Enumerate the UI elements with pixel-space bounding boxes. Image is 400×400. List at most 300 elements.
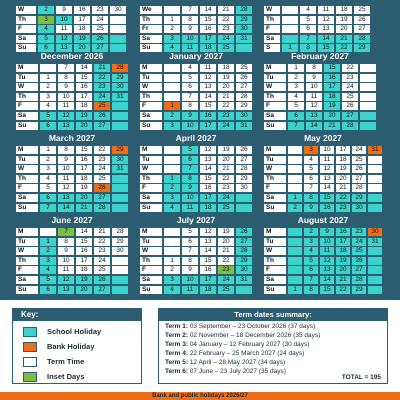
day-cell: 6 [182,83,198,91]
day-cell: 21 [324,122,340,130]
term-line-5 [165,358,285,367]
day-cell: 16 [76,156,92,164]
day-cell: 31 [236,35,252,43]
weekday-row [264,35,370,44]
day-cell: 22 [94,146,110,154]
weekday-label: W [264,165,286,173]
day-cell: 21 [336,35,352,43]
school-holiday-swatch [23,327,37,337]
day-cell: 4 [40,102,56,110]
day-cell: 11 [182,204,198,212]
day-cell: 6 [40,286,56,294]
day-cell: 26 [92,35,108,43]
footer-text: Bank and public holidays 2026/27 [152,393,248,399]
weekday-label: Su [264,204,286,212]
weekday-row [16,194,128,203]
weekday-label: Tu [264,74,286,82]
day-cell [40,64,56,72]
weekday-label: Tu [140,74,162,82]
day-cell [288,266,302,274]
weekday-label: Tu [264,156,286,164]
day-cell: 4 [40,266,56,274]
weekday-label: M [16,146,38,154]
day-cell: 16 [74,6,90,14]
day-cell: 2 [288,74,304,82]
weekday-label: Tu [264,238,286,246]
weekday-label: Su [16,286,38,294]
weekday-label: M [16,228,38,236]
weekday-label: Sa [264,112,286,120]
day-cell: 31 [112,93,128,101]
day-cell: 22 [336,286,350,294]
day-cell: 2 [164,112,180,120]
day-cell [112,204,128,212]
month-title: April 2027 [175,133,217,143]
day-cell: 16 [200,266,216,274]
weekday-row [16,165,128,174]
day-cell: 3 [164,276,180,284]
day-cell: 14 [306,122,322,130]
day-cell: 18 [76,266,92,274]
day-cell: 26 [236,146,252,154]
day-cell: 27 [236,238,252,246]
day-cell: 25 [218,44,234,52]
day-cell: 27 [342,112,358,120]
weekday-label: Su [16,44,36,52]
term-name: Term 4: [165,350,188,357]
day-cell: 28 [112,64,128,72]
day-cell: 11 [306,93,322,101]
weekday-row [140,165,252,174]
day-cell: 12 [320,165,334,173]
day-cell: 13 [306,112,322,120]
day-cell: 8 [58,74,74,82]
day-cell: 1 [40,238,56,246]
term-line-3 [165,340,309,349]
day-cell: 6 [182,156,198,164]
weekday-label: F [140,102,162,110]
day-cell: 8 [182,102,198,110]
day-cell: 4 [164,44,180,52]
weekday-label: Th [140,16,162,24]
day-cell [368,286,382,294]
weekday-row [140,102,252,111]
day-cell: 29 [236,102,252,110]
day-cell: 29 [236,16,252,24]
weekday-label: F [140,184,162,192]
day-cell: 11 [58,266,74,274]
weekday-row [16,25,126,34]
day-cell: 5 [40,276,56,284]
day-cell: 28 [354,35,370,43]
day-cell: 4 [304,247,318,255]
day-cell: 6 [304,175,318,183]
day-cell: 9 [304,204,318,212]
weekday-row [16,112,128,121]
day-cell: 16 [200,184,216,192]
day-cell: 23 [336,204,350,212]
day-cell: 19 [76,276,92,284]
weekday-label: M [264,228,286,236]
weekday-row [140,146,252,155]
month-title: March 2027 [48,133,96,143]
day-cell: 15 [200,102,216,110]
day-cell: 21 [218,93,234,101]
key-title: Key: [13,309,141,321]
day-cell: 14 [58,204,74,212]
day-cell: 31 [368,146,382,154]
day-cell: 18 [336,6,352,14]
day-cell: 25 [218,286,234,294]
day-cell: 18 [200,44,216,52]
day-cell: 3 [38,16,54,24]
term-dates: 07 June – 23 July 2027 (35 days) [189,368,286,375]
day-cell: 12 [200,146,216,154]
weekday-label: W [140,165,162,173]
day-cell: 11 [320,247,334,255]
day-cell: 5 [182,146,198,154]
day-cell: 13 [200,83,216,91]
day-cell: 19 [218,146,234,154]
day-cell: 17 [324,83,340,91]
weekday-label: Sa [16,276,38,284]
day-cell: 20 [336,266,350,274]
day-cell: 25 [94,175,110,183]
day-cell: 18 [324,93,340,101]
weekday-row [16,238,128,247]
day-cell: 7 [300,35,316,43]
day-cell: 1 [288,64,304,72]
day-cell: 26 [94,276,110,284]
day-cell [368,257,382,265]
day-cell: 1 [40,74,56,82]
term-dates: 04 January – 12 February 2027 (30 days) [189,341,310,348]
weekday-label: F [16,102,38,110]
day-cell: 30 [368,228,382,236]
day-cell: 5 [304,257,318,265]
day-cell: 26 [236,228,252,236]
day-cell [360,93,376,101]
day-cell: 24 [92,16,108,24]
day-cell [112,286,128,294]
day-cell: 27 [94,194,110,202]
day-cell: 29 [352,286,366,294]
day-cell: 10 [182,122,198,130]
day-cell [368,194,382,202]
weekday-row [16,64,128,73]
day-cell [164,146,180,154]
day-cell: 23 [352,228,366,236]
weekday-row [264,238,382,247]
day-cell: 17 [74,16,90,24]
day-cell: 20 [76,122,92,130]
day-cell: 10 [182,194,198,202]
day-cell: 3 [40,165,56,173]
weekday-row [16,35,126,44]
day-cell: 9 [58,247,74,255]
weekday-label: Tu [140,238,162,246]
day-cell: 11 [182,286,198,294]
weekday-label: Su [264,122,286,130]
weekday-row [16,74,128,83]
day-cell: 23 [94,156,110,164]
day-cell: 12 [306,102,322,110]
weekday-label: Sa [264,35,280,43]
weekday-label: Tu [140,156,162,164]
day-cell: 27 [94,122,110,130]
day-cell: 25 [236,64,252,72]
day-cell: 8 [182,16,198,24]
day-cell: 12 [200,74,216,82]
day-cell [360,74,376,82]
day-cell: 26 [94,184,110,192]
day-cell: 17 [200,194,216,202]
day-cell: 22 [94,238,110,246]
weekday-row [16,228,128,237]
day-cell: 25 [342,93,358,101]
day-cell [112,257,128,265]
day-cell: 2 [40,83,56,91]
weekday-label: Th [264,93,286,101]
day-cell [288,146,302,154]
day-cell: 28 [352,276,366,284]
day-cell: 22 [218,102,234,110]
day-cell: 15 [76,74,92,82]
day-cell [164,74,180,82]
day-cell: 27 [236,83,252,91]
month-title: May 2027 [304,133,342,143]
month-title: June 2027 [51,215,93,225]
term-name: Term 3: [165,341,188,348]
day-cell: 31 [368,238,382,246]
weekday-row [264,184,382,193]
day-cell: 22 [342,64,358,72]
day-cell: 28 [236,93,252,101]
day-cell [110,25,126,33]
day-cell: 19 [336,165,350,173]
day-cell: 9 [56,6,72,14]
day-cell: 5 [40,112,56,120]
day-cell: 9 [306,74,322,82]
weekday-row [140,286,252,295]
day-cell: 30 [236,184,252,192]
day-cell: 28 [236,247,252,255]
day-cell: 5 [40,184,56,192]
weekday-label: W [264,247,286,255]
day-cell: 21 [218,6,234,14]
day-cell: 31 [236,122,252,130]
day-cell [112,122,128,130]
day-cell [282,35,298,43]
day-cell: 4 [164,204,180,212]
day-cell: 14 [200,6,216,14]
day-cell [360,122,376,130]
day-cell: 2 [40,156,56,164]
weekday-row [140,64,252,73]
day-cell: 10 [182,276,198,284]
day-cell: 9 [320,228,334,236]
weekday-label: Sa [140,194,162,202]
day-cell: 8 [304,194,318,202]
day-cell: 7 [304,276,318,284]
day-cell: 7 [182,6,198,14]
weekday-row [264,266,382,275]
day-cell: 10 [58,257,74,265]
day-cell: 20 [218,156,234,164]
month-title: January 2027 [169,51,223,61]
weekday-label: F [264,25,280,33]
weekday-row [264,146,382,155]
day-cell: 20 [76,194,92,202]
weekday-label: M [16,64,38,72]
day-cell: 12 [318,16,334,24]
day-cell: 24 [218,194,234,202]
weekday-row [140,276,252,285]
weekday-label: Th [264,16,280,24]
weekday-label: W [140,83,162,91]
day-cell [368,266,382,274]
weekday-label: Sa [264,194,286,202]
term-dates: 22 February – 25 March 2027 (24 days) [189,350,305,357]
weekday-row [264,16,370,25]
day-cell: 7 [58,228,74,236]
day-cell: 30 [236,112,252,120]
weekday-row [140,266,252,275]
day-cell: 5 [38,35,54,43]
day-cell: 27 [94,286,110,294]
day-cell: 6 [182,238,198,246]
day-cell: 16 [324,74,340,82]
day-cell: 29 [112,238,128,246]
weekday-row [140,238,252,247]
weekday-row [140,83,252,92]
day-cell: 18 [336,156,350,164]
weekday-row [140,247,252,256]
day-cell [288,247,302,255]
day-cell: 2 [164,25,180,33]
weekday-label: Sa [16,194,38,202]
day-cell: 7 [182,93,198,101]
weekday-label: Su [264,286,286,294]
weekday-label: Th [264,257,286,265]
day-cell: 20 [336,25,352,33]
key-panel [12,308,142,384]
term-name: Term 5: [165,359,188,366]
day-cell: 29 [352,194,366,202]
weekday-row [264,156,382,165]
day-cell [236,204,252,212]
day-cell: 25 [354,6,370,14]
day-cell: 11 [58,175,74,183]
day-cell: 17 [336,146,350,154]
day-cell: 19 [76,112,92,120]
weekday-label: W [264,83,286,91]
day-cell: 23 [94,83,110,91]
day-cell: 28 [342,122,358,130]
day-cell: 30 [110,6,126,14]
day-cell [112,112,128,120]
weekday-row [264,165,382,174]
weekday-row [16,276,128,285]
weekday-row [264,93,376,102]
day-cell: 7 [182,247,198,255]
weekday-label: Tu [16,238,38,246]
weekday-row [264,64,376,73]
day-cell: 4 [288,93,304,101]
day-cell [288,175,302,183]
day-cell: 15 [320,286,334,294]
weekday-row [16,83,128,92]
day-cell: 14 [200,165,216,173]
day-cell: 11 [58,102,74,110]
day-cell: 23 [218,184,234,192]
day-cell: 20 [74,44,90,52]
weekday-label: Sa [140,35,162,43]
day-cell: 4 [38,25,54,33]
day-cell: 19 [76,184,92,192]
key-label: Inset Days [47,372,85,381]
day-cell: 14 [200,247,216,255]
weekday-label: M [264,64,286,72]
weekday-label: F [264,266,286,274]
day-cell: 4 [182,64,198,72]
term-dates-summary [158,308,388,384]
day-cell: 12 [58,184,74,192]
day-cell: 4 [304,156,318,164]
day-cell: 3 [288,83,304,91]
day-cell: 7 [58,64,74,72]
weekday-label: W [264,6,280,14]
day-cell: 1 [164,16,180,24]
day-cell: 6 [40,122,56,130]
day-cell: 24 [342,83,358,91]
weekday-row [16,175,128,184]
day-cell: 3 [164,194,180,202]
summary-title: Term dates summary: [159,309,387,321]
day-cell: 19 [218,228,234,236]
day-cell: 20 [218,238,234,246]
weekday-label: F [264,184,286,192]
term-name: Term 6: [165,368,188,375]
day-cell: 29 [112,74,128,82]
term-dates: 12 April – 28 May 2027 (34 days) [189,359,286,366]
weekday-row [16,102,128,111]
day-cell: 10 [320,146,334,154]
day-cell [368,276,382,284]
day-cell: 26 [236,74,252,82]
day-cell [368,204,382,212]
day-cell: 24 [352,238,366,246]
weekday-label: Th [16,175,38,183]
weekday-row [264,257,382,266]
day-cell: 9 [58,83,74,91]
weekday-row [16,286,128,295]
day-cell: 19 [336,16,352,24]
day-cell: 26 [352,257,366,265]
month-title: December 2026 [40,51,104,61]
day-cell: 19 [74,35,90,43]
day-cell: 9 [58,156,74,164]
day-cell: 12 [58,276,74,284]
weekday-label: F [140,266,162,274]
weekday-row [264,194,382,203]
weekday-row [16,184,128,193]
day-cell [112,102,128,110]
weekday-label: W [140,247,162,255]
day-cell: 23 [218,112,234,120]
inset-day-swatch [23,372,37,382]
weekday-row [264,83,376,92]
